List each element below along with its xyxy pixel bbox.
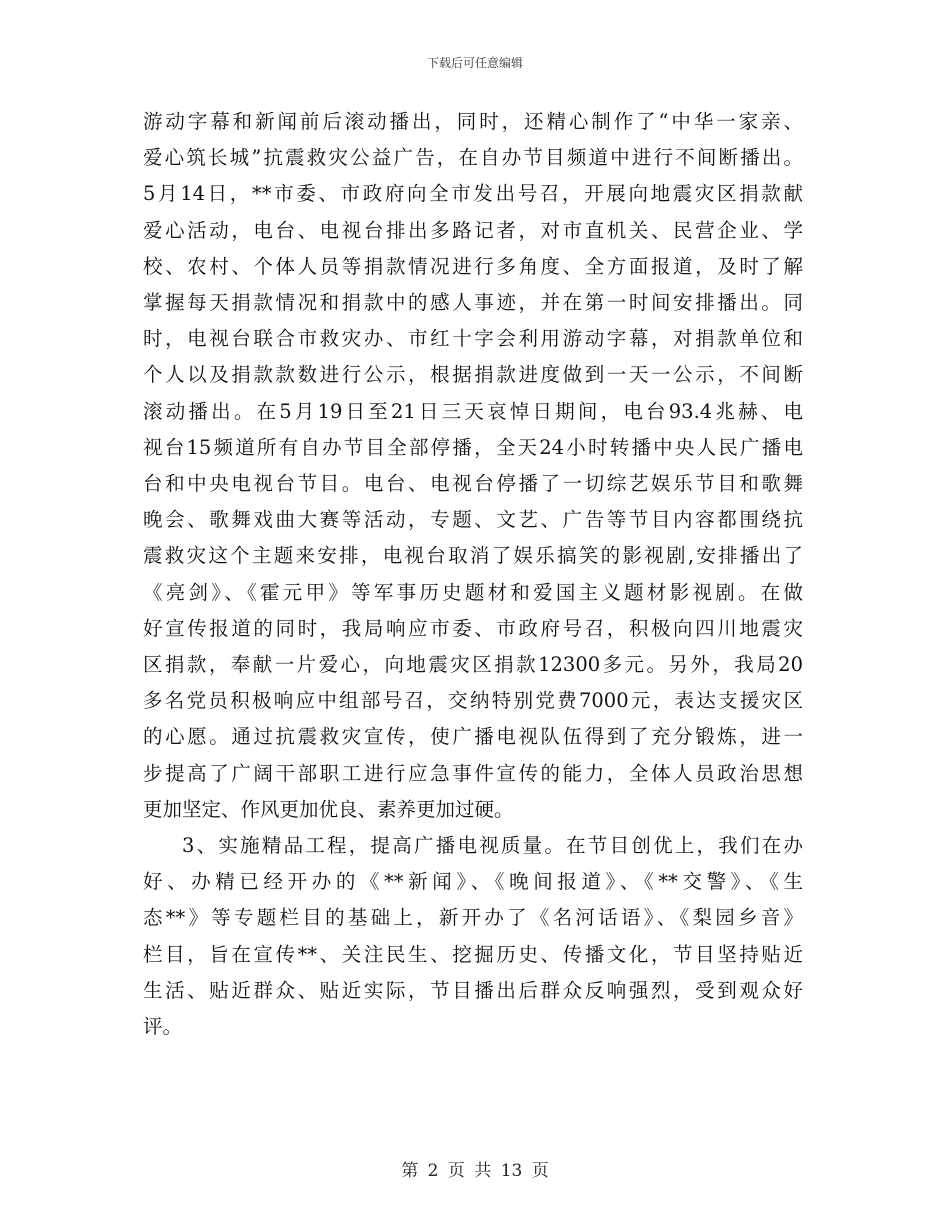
paragraph-relief-coverage bbox=[143, 104, 803, 828]
text-line: 好、办精已经开办的《**新闻》、《晚间报道》、《**交警》、《生 bbox=[143, 870, 803, 894]
text-line: 晚会、歌舞戏曲大赛等活动，专题、文艺、广告等节目内容都围绕抗 bbox=[143, 508, 803, 532]
text-line: 态**》等专题栏目的基础上，新开办了《名河话语》、《梨园乡音》 bbox=[143, 906, 803, 930]
text-line: 区捐款，奉献一片爱心，向地震灾区捐款12300多元。另外，我局20 bbox=[143, 653, 803, 677]
text-line: 掌握每天捐款情况和捐款中的感人事迹，并在第一时间安排播出。同 bbox=[143, 291, 803, 315]
text-line: 爱心筑长城”抗震救灾公益广告，在自办节目频道中进行不间断播出。 bbox=[143, 146, 803, 170]
text-line: 栏目，旨在宣传**、关注民生、挖掘历史、传播文化，节目坚持贴近 bbox=[143, 942, 803, 966]
text-line: 校、农村、个体人员等捐款情况进行多角度、全方面报道，及时了解 bbox=[143, 254, 803, 278]
text-line: 时，电视台联合市救灾办、市红十字会利用游动字幕，对捐款单位和 bbox=[143, 327, 803, 351]
paragraph-quality-program bbox=[143, 828, 803, 1045]
text-line: 游动字幕和新闻前后滚动播出，同时，还精心制作了“中华一家亲、 bbox=[143, 110, 803, 133]
text-line: 生活、贴近群众、贴近实际，节目播出后群众反响强烈，受到观众好 bbox=[143, 978, 803, 1002]
text-line: 震救灾这个主题来安排，电视台取消了娱乐搞笑的影视剧,安排播出了 bbox=[143, 544, 803, 568]
document-body bbox=[143, 104, 803, 1045]
text-line: 好宣传报道的同时，我局响应市委、市政府号召，积极向四川地震灾 bbox=[143, 616, 803, 640]
page-header: 下载后可任意编辑 bbox=[426, 56, 523, 70]
text-line: 视台15频道所有自办节目全部停播，全天24小时转播中央人民广播电 bbox=[143, 435, 803, 459]
text-line: 的心愿。通过抗震救灾宣传，使广播电视队伍得到了充分锻炼，进一 bbox=[143, 725, 803, 749]
text-line: 评。 bbox=[143, 1015, 183, 1039]
text-line: 多名党员积极响应中组部号召，交纳特别党费7000元，表达支援灾区 bbox=[143, 689, 803, 713]
text-line: 爱心活动，电台、电视台排出多路记者，对市直机关、民营企业、学 bbox=[143, 218, 803, 242]
text-line: 台和中央电视台节目。电台、电视台停播了一切综艺娱乐节目和歌舞 bbox=[143, 472, 803, 496]
text-line: 滚动播出。在5月19日至21日三天哀悼日期间，电台93.4兆赫、电 bbox=[143, 399, 803, 423]
text-line: 更加坚定、作风更加优良、素养更加过硬。 bbox=[143, 797, 514, 821]
page-number-footer: 第 2 页 共 13 页 bbox=[401, 1161, 549, 1181]
text-line: 《亮剑》、《霍元甲》等军事历史题材和爱国主义题材影视剧。在做 bbox=[143, 580, 803, 604]
text-line: 3、实施精品工程，提高广播电视质量。在节目创优上，我们在办 bbox=[182, 834, 803, 858]
text-line: 5月14日，**市委、市政府向全市发出号召，开展向地震灾区捐款献 bbox=[143, 182, 803, 206]
text-line: 个人以及捐款款数进行公示，根据捐款进度做到一天一公示，不间断 bbox=[143, 363, 803, 387]
text-line: 步提高了广阔干部职工进行应急事件宣传的能力，全体人员政治思想 bbox=[143, 761, 803, 785]
